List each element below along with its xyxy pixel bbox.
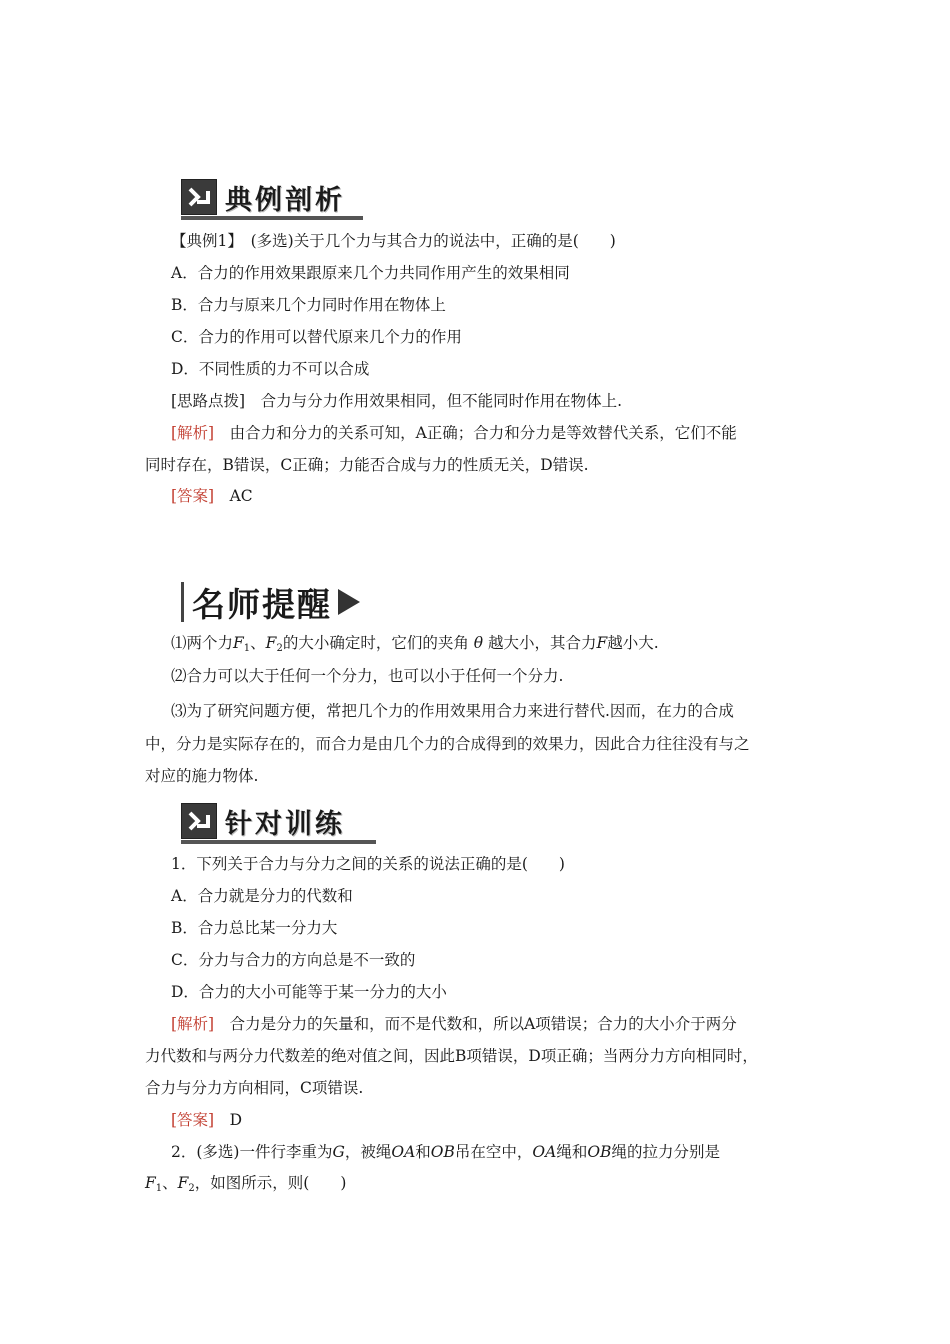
section-title: 名师提醒	[192, 584, 332, 624]
q1-option-d: D．合力的大小可能等于某一分力的大小	[171, 983, 447, 1001]
question-2-line-1: 2．(多选)一件行李重为G，被绳OA和OB吊在空中，OA绳和OB绳的拉力分别是	[171, 1143, 720, 1161]
option-a: A．合力的作用效果跟原来几个力共同作用产生的效果相同	[171, 264, 570, 282]
option-b: B．合力与原来几个力同时作用在物体上	[171, 296, 446, 314]
tip-item-1: ⑴两个力$F_1$、$F_2$的大小确定时，它们的夹角 θ 越大小，其合力F越小大.	[171, 634, 659, 654]
section-header-practice	[181, 802, 345, 840]
tip-item-3-line-2: 中，分力是实际存在的，而合力是由几个力的合成得到的效果力，因此合力往往没有与之	[145, 735, 750, 753]
answer-tag: [答案]	[171, 1111, 215, 1129]
example-tag: 【典例1】	[171, 232, 236, 250]
divider	[181, 840, 376, 844]
tip-item-3-line-3: 对应的施力物体.	[145, 767, 259, 785]
q1-analysis-line-1: [解析] 合力是分力的矢量和，而不是代数和，所以A项错误；合力的大小介于两分	[171, 1015, 737, 1033]
hint-tag: [思路点拨]	[171, 392, 246, 410]
triangle-right-icon	[338, 589, 360, 615]
question-2-line-2: $F_1$、$F_2$，如图所示，则( )	[145, 1174, 347, 1194]
q1-answer-line: [答案] D	[171, 1111, 243, 1129]
section-title: 典例剖析	[225, 184, 345, 216]
example-question: 【典例1】 (多选)关于几个力与其合力的说法中，正确的是( )	[171, 232, 616, 250]
option-d: D．不同性质的力不可以合成	[171, 360, 370, 378]
section-header-example	[181, 178, 345, 216]
question-1: 1．下列关于合力与分力之间的关系的说法正确的是( )	[171, 855, 565, 873]
q1-option-a: A．合力就是分力的代数和	[171, 887, 353, 905]
answer-tag: [答案]	[171, 487, 215, 505]
arrow-icon	[181, 179, 217, 215]
section-header-teacher-tip	[181, 580, 360, 624]
analysis-tag: [解析]	[171, 1015, 215, 1033]
q1-analysis-line-2: 力代数和与两分力代数差的绝对值之间，因此B项错误，D项正确；当两分力方向相同时，	[145, 1047, 758, 1065]
analysis-tag: [解析]	[171, 424, 215, 442]
arrow-icon	[181, 803, 217, 839]
tip-item-2: ⑵合力可以大于任何一个分力，也可以小于任何一个分力.	[171, 667, 564, 685]
hint-line: [思路点拨] 合力与分力作用效果相同，但不能同时作用在物体上.	[171, 392, 623, 410]
q1-analysis-line-3: 合力与分力方向相同，C项错误.	[145, 1079, 364, 1097]
q1-option-b: B．合力总比某一分力大	[171, 919, 338, 937]
analysis-line-2: 同时存在，B错误，C正确；力能否合成与力的性质无关，D错误.	[145, 456, 589, 474]
divider	[181, 216, 363, 220]
section-title: 针对训练	[225, 808, 345, 840]
answer-line: [答案] AC	[171, 487, 253, 505]
option-c: C．合力的作用可以替代原来几个力的作用	[171, 328, 462, 346]
analysis-line-1: [解析] 由合力和分力的关系可知，A正确；合力和分力是等效替代关系，它们不能	[171, 424, 737, 442]
tip-item-3-line-1: ⑶为了研究问题方便，常把几个力的作用效果用合力来进行替代.因而，在力的合成	[171, 702, 734, 720]
q1-option-c: C．分力与合力的方向总是不一致的	[171, 951, 416, 969]
divider	[181, 582, 184, 622]
